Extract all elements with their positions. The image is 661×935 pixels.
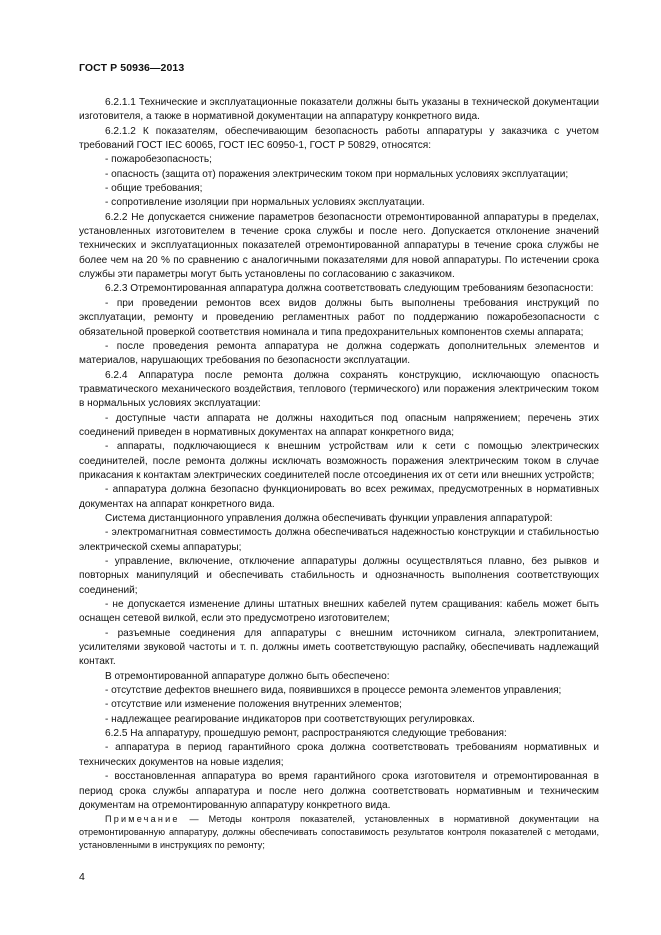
note-text: — Методы контроля показателей, установленных в нормативной документации на отремонтированную аппаратуру, должны обеспечивать сопоставимость результатов контроля показателей с методами, установленными в инструкциях по ремонту;: [79, 814, 599, 850]
paragraph: 6.2.1.1 Технические и эксплуатационные показатели должны быть указаны в технической документации изготовителя, а также в нормативной документации на аппаратуру конкретного вида.: [79, 97, 599, 123]
list-item: - доступные части аппарата не должны находиться под опасным напряжением; перечень этих соединений приведен в нормативных документах на аппарат конкретного вида;: [79, 412, 599, 438]
note: [79, 813, 599, 852]
paragraph: 6.2.1.2 К показателям, обеспечивающим безопасность работы аппаратуры у заказчика с учетом требований ГОСТ IEC 60065, ГОСТ IEC 60950-1, ГОСТ Р 50829, относятся:: [79, 125, 599, 152]
document-body: [79, 96, 599, 852]
paragraph: 6.2.2 Не допускается снижение параметров безопасности отремонтированной аппаратуры в пределах, установленных изготовителем в течение срока службы и после него. Допускается отклонение значений технических и эксплуатационных показателей отремонтированной аппаратуры в течение срока службы не более чем на 20 % по сравнению с аналогичными показателями для новой аппаратуры. По истечении срока службы эти параметры могут быть установлены по согласованию с заказчиком.: [79, 211, 599, 281]
paragraph: 6.2.3 Отремонтированная аппаратура должна соответствовать следующим требованиям безопасности:: [105, 283, 594, 295]
list-item: - сопротивление изоляции при нормальных условиях эксплуатации.: [105, 197, 425, 209]
list-item: - управление, включение, отключение аппаратуры должны осуществляться плавно, без рывков и повторных манипуляций и обеспечивать стабильность и однозначность выполнения соответствующих соединений;: [79, 556, 599, 596]
list-item: - пожаробезопасность;: [105, 154, 212, 166]
page-number: 4: [79, 871, 85, 883]
paragraph: В отремонтированной аппаратуре должно быть обеспечено:: [105, 670, 390, 682]
list-item: - аппаратура в период гарантийного срока должна соответствовать требованиям нормативных и технических документов на новые изделия;: [79, 742, 599, 768]
document-header: ГОСТ Р 50936—2013: [79, 62, 185, 74]
paragraph: 6.2.4 Аппаратура после ремонта должна сохранять конструкцию, исключающую опасность травматического механического воздействия, теплового (термического) или поражения электрическим током в нормальных условиях эксплуатации:: [79, 369, 599, 410]
paragraph: 6.2.5 На аппаратуру, прошедшую ремонт, распространяются следующие требования:: [105, 728, 507, 740]
list-item: - отсутствие дефектов внешнего вида, появившихся в процессе ремонта элементов управления;: [105, 685, 562, 697]
list-item: - опасность (защита от) поражения электрическим током при нормальных условиях эксплуатации;: [105, 168, 569, 180]
list-item: - электромагнитная совместимость должна обеспечиваться надежностью конструкции и стабильностью электрической схемы аппаратуры;: [79, 527, 599, 553]
list-item: - аппаратура должна безопасно функционировать во всех режимах, предусмотренных в нормативных документах на аппарат конкретного вида.: [79, 484, 599, 510]
list-item: - после проведения ремонта аппаратура не должна содержать дополнительных элементов и материалов, нарушающих требования по безопасности эксплуатации.: [79, 340, 599, 367]
list-item: - при проведении ремонтов всех видов должны быть выполнены требования инструкций по эксплуатации, ремонту и проведению регламентных работ по поддержанию пожаробезопасности с обязательной проверкой соответствия номинала и типа предохранительных компонентов схемы аппарата;: [79, 297, 599, 338]
list-item: - разъемные соединения для аппаратуры с внешним источником сигнала, электропитанием, усилителями звуковой частоты и т. п. должны иметь соответствующую распайку, обеспечивать надлежащий контакт.: [79, 627, 599, 668]
list-item: - восстановленная аппаратура во время гарантийного срока изготовителя и отремонтированная в период срока службы аппаратура и после него должна соответствовать нормативным и техническим документам на отремонтированную аппаратуру конкретного вида.: [79, 771, 599, 811]
list-item: - не допускается изменение длины штатных внешних кабелей путем сращивания: кабель может быть оснащен сетевой вилкой, если это предусмотрено изготовителем;: [79, 599, 599, 625]
list-item: - аппараты, подключающиеся к внешним устройствам или к сети с помощью электрических соединителей, после ремонта должны исключать возможность поражения электрическим током в случае прикасания к контактам электрических соединителей после отсоединения их от сети или внешних устройств;: [79, 441, 599, 481]
paragraph: Система дистанционного управления должна обеспечивать функции управления аппаратурой:: [105, 512, 553, 524]
note-label: Примечание: [105, 814, 180, 825]
list-item: - надлежащее реагирование индикаторов при соответствующих регулировках.: [105, 713, 475, 725]
list-item: - общие требования;: [105, 183, 203, 195]
list-item: - отсутствие или изменение положения внутренних элементов;: [105, 699, 402, 711]
